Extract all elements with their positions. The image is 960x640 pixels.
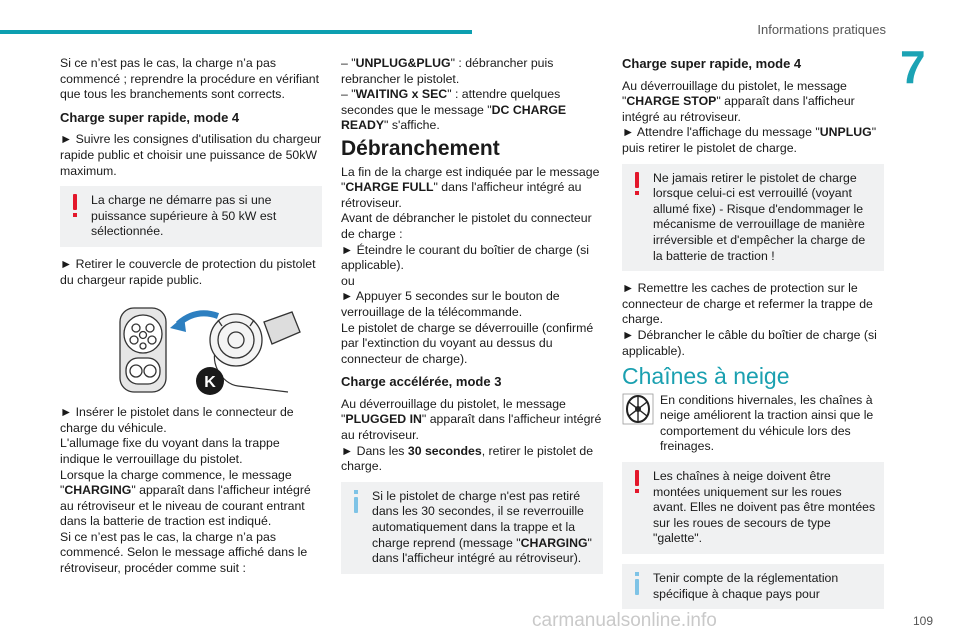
paragraph: ► Retirer le couvercle de protection du pistolet du chargeur rapide public. <box>60 256 316 287</box>
text: Au déverrouillage du pistolet, le message " <box>341 396 566 427</box>
chapter-number: 7 <box>900 41 926 93</box>
message-code: CHARGING <box>520 535 588 550</box>
text: " s'affiche. <box>384 118 440 133</box>
text: Si le pistolet de charge n'est pas retiré dans les 30 secondes, il se reverrouille automatiquement dans la trappe et la charge reprend (message " <box>372 488 584 550</box>
warning-box <box>622 462 884 554</box>
section-heading: Charge accélérée, mode 3 <box>341 374 502 390</box>
message-code: CHARGE FULL <box>345 180 434 195</box>
header-accent-bar <box>0 30 472 34</box>
paragraph <box>60 405 322 577</box>
section-title-debranchement: Débranchement <box>341 136 500 160</box>
section-title-chaines: Chaînes à neige <box>622 363 790 390</box>
info-box <box>622 564 884 609</box>
paragraph <box>622 79 884 157</box>
warning-text: Ne jamais retirer le pistolet de charge lorsque celui-ci est verrouillé (voyant allumé fixe) - Risque d'endommager le mécanisme de verrouillage de manière irréversible et d'empêcher la charge de la batterie de traction ! <box>653 170 866 263</box>
message-code: CHARGE STOP <box>626 94 717 109</box>
text: Avant de débrancher le pistolet du connecteur de charge : <box>341 211 592 241</box>
connector-illustration <box>112 302 302 397</box>
warning-box <box>60 186 322 247</box>
text: ► Appuyer 5 secondes sur le bouton de verrouillage de la télécommande. <box>341 289 560 319</box>
message-code: UNPLUG <box>819 125 872 140</box>
figure-label: K <box>204 374 216 392</box>
message-code: UNPLUG&PLUG <box>355 56 451 70</box>
text: L'allumage fixe du voyant dans la trappe indique le verrouillage du pistolet. <box>60 436 280 466</box>
text: " apparaît dans l'afficheur intégré au rétroviseur. <box>341 412 602 443</box>
text: ► Insérer le pistolet dans le connecteur de charge du véhicule. <box>60 405 294 435</box>
text: – " <box>341 87 356 102</box>
column-3 <box>622 56 884 619</box>
section-heading: Charge super rapide, mode 4 <box>622 56 802 71</box>
message-code: PLUGGED IN <box>345 412 422 427</box>
warning-box <box>622 164 884 272</box>
text: " dans l'afficheur intégré au rétroviseur). <box>372 535 592 566</box>
info-icon <box>630 571 644 597</box>
text: , retirer le pistolet de charge. <box>341 443 594 474</box>
text: Le pistolet de charge se déverrouille (confirmé par l'extinction du voyant au dessus du connecteur de charge). <box>341 320 594 366</box>
text: " : attendre quelques secondes que le message " <box>341 87 561 117</box>
warning-icon <box>68 193 82 219</box>
text: ou <box>341 273 355 288</box>
section-title: Informations pratiques <box>757 22 886 37</box>
info-text: Tenir compte de la réglementation spécifique à chaque pays pour <box>653 571 839 601</box>
info-text <box>349 489 595 567</box>
text: Au déverrouillage du pistolet, le message " <box>622 78 847 109</box>
text: ► Attendre l'affichage du message " <box>622 125 820 140</box>
paragraph <box>341 165 603 368</box>
text: ► Remettre les caches de protection sur le connecteur de charge et refermer la trappe de charge. <box>622 281 873 327</box>
text: " : débrancher puis rebrancher le pistolet. <box>341 56 554 86</box>
info-icon <box>349 489 363 515</box>
message-code: WAITING x SEC <box>355 87 448 102</box>
message-code: DC CHARGE READY <box>341 102 567 133</box>
page-number: 109 <box>913 614 934 628</box>
warning-icon <box>630 469 644 495</box>
emphasis: 30 secondes <box>407 443 482 458</box>
text: ► Éteindre le courant du boîtier de charge (si applicable). <box>341 242 589 273</box>
column-2 <box>341 56 603 584</box>
column-1 <box>60 56 322 584</box>
snow-chain-icon <box>622 393 654 425</box>
paragraph: ► Suivre les consignes d'utilisation du chargeur rapide public et choisir une puissance de 50kW maximum. <box>60 132 322 178</box>
text: " dans l'afficheur intégré au rétroviseur. <box>341 180 582 210</box>
watermark: carmanualsonline.info <box>532 610 717 631</box>
text: ► Dans les <box>341 443 408 458</box>
paragraph <box>341 56 603 134</box>
text: Lorsque la charge commence, le message " <box>60 467 292 498</box>
text: " apparaît dans l'afficheur intégré au rétroviseur. <box>622 94 855 124</box>
paragraph <box>341 397 603 475</box>
text: Si ce n’est pas le cas, la charge n’a pas commencé. Selon le message affiché dans le rétroviseur, procéder comme suit : <box>60 529 308 576</box>
paragraph: En conditions hivernales, les chaînes à neige améliorent la traction ainsi que le comportement du véhicule lors des freinages. <box>660 392 874 454</box>
message-code: CHARGING <box>64 483 132 498</box>
warning-text: Les chaînes à neige doivent être montées uniquement sur les roues avant. Elles ne doivent pas être montées sur les roues de secours de type "galette". <box>653 469 876 546</box>
info-box <box>341 482 603 574</box>
paragraph <box>622 281 884 359</box>
text: ► Débrancher le câble du boîtier de charge (si applicable). <box>622 327 877 358</box>
text: " puis retirer le pistolet de charge. <box>622 125 877 155</box>
chains-intro <box>622 393 884 462</box>
warning-icon <box>630 171 644 197</box>
text: – " <box>341 56 356 70</box>
warning-text: La charge ne démarre pas si une puissance supérieure à 50 kW est sélectionnée. <box>91 193 277 239</box>
text: La fin de la charge est indiquée par le message " <box>341 164 600 195</box>
text: " apparaît dans l'afficheur intégré au rétroviseur et le niveau de courant entrant dans la batterie de traction est indiqué. <box>60 483 311 529</box>
paragraph: Si ce n’est pas le cas, la charge n’a pas commencé ; reprendre la procédure en vérifiant que tous les branchements sont corrects. <box>60 56 320 102</box>
section-heading: Charge super rapide, mode 4 <box>60 109 240 125</box>
